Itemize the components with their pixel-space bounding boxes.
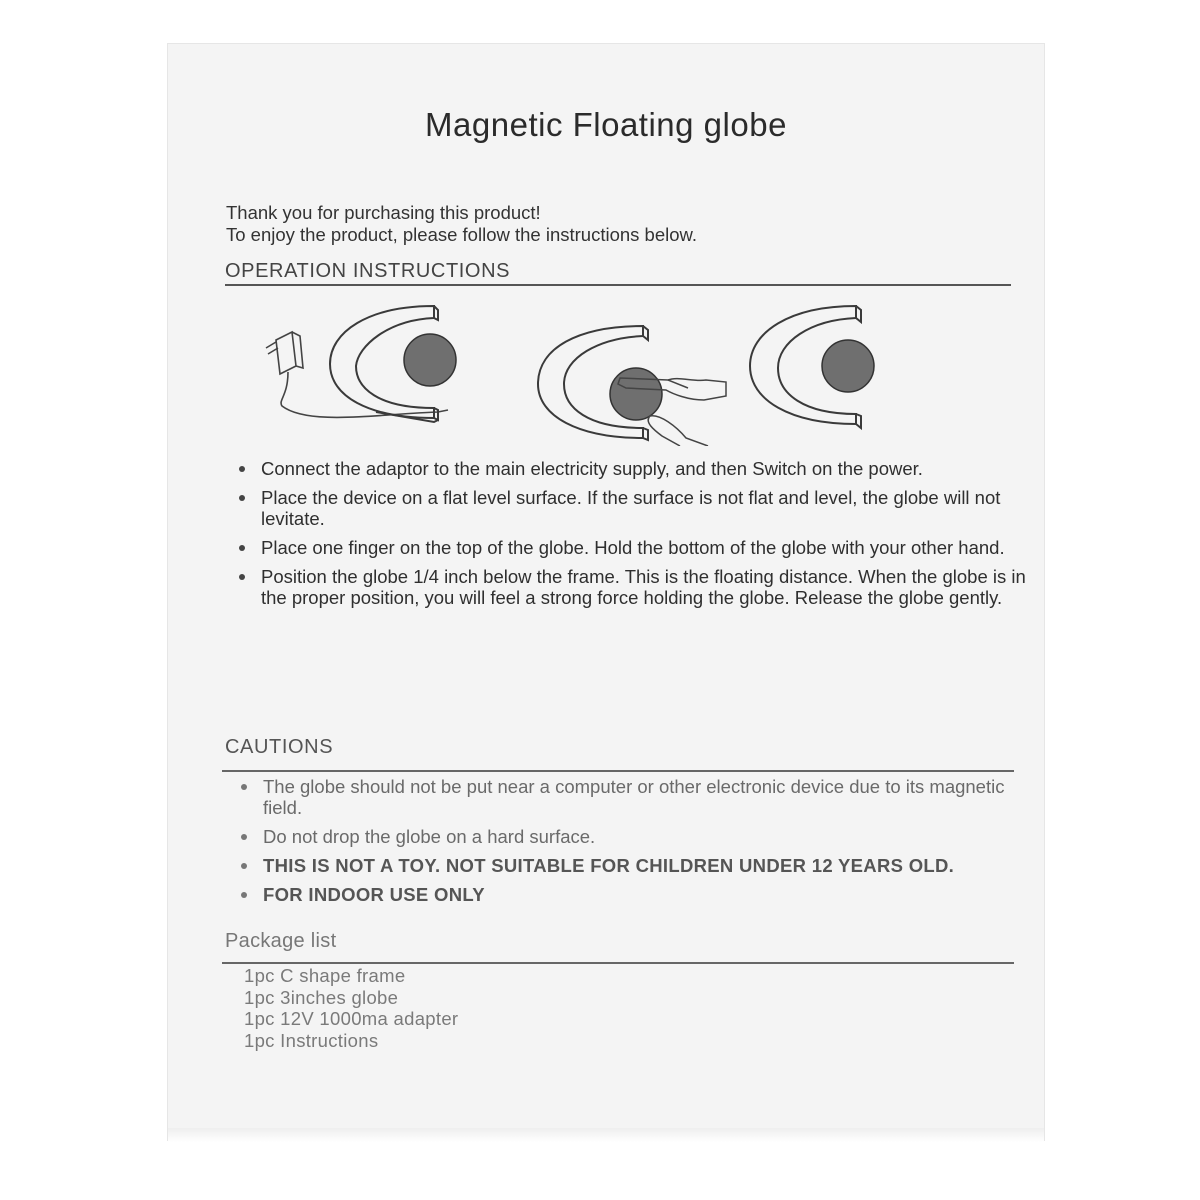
intro-line-1: Thank you for purchasing this product! (226, 202, 541, 223)
instruction-sheet (168, 44, 1044, 1140)
package-item: 1pc 12V 1000ma adapter (244, 1008, 459, 1029)
package-rule (222, 962, 1014, 964)
operation-heading: OPERATION INSTRUCTIONS (225, 260, 511, 282)
operation-list (236, 458, 1026, 616)
operation-item: Place the device on a flat level surface. If the surface is not flat and level, the globe will not levitate. (236, 487, 1026, 529)
package-item: 1pc C shape frame (244, 965, 406, 986)
sheet-shadow (168, 1128, 1044, 1142)
setup-illustrations (248, 296, 1008, 446)
operation-item: Connect the adaptor to the main electricity supply, and then Switch on the power. (236, 458, 1026, 479)
globe-step1 (404, 334, 456, 386)
package-item: 1pc Instructions (244, 1029, 379, 1051)
hand-bottom-icon (648, 416, 708, 446)
caution-item: FOR INDOOR USE ONLY (238, 884, 1028, 905)
cautions-rule (222, 770, 1014, 772)
caution-item: Do not drop the globe on a hard surface. (238, 826, 1028, 847)
package-heading: Package list (225, 930, 337, 952)
globe-step2 (610, 368, 662, 420)
globe-step3 (822, 340, 874, 392)
intro-line-2: To enjoy the product, please follow the instructions below. (226, 224, 698, 245)
cautions-heading: CAUTIONS (225, 736, 334, 758)
operation-item: Place one finger on the top of the globe. Hold the bottom of the globe with your other hand. (236, 537, 1026, 558)
operation-item: Position the globe 1/4 inch below the frame. This is the floating distance. When the globe is in the proper position, you will feel a strong force holding the globe. Release the globe gently. (236, 566, 1026, 608)
operation-rule (225, 284, 1011, 286)
package-item: 1pc 3inches globe (244, 986, 399, 1008)
caution-item: THIS IS NOT A TOY. NOT SUITABLE FOR CHILDREN UNDER 12 YEARS OLD. (238, 855, 1028, 876)
caution-item: The globe should not be put near a computer or other electronic device due to its magnetic field. (238, 776, 1028, 818)
page-title: Magnetic Floating globe (425, 106, 787, 143)
cautions-list (238, 776, 1028, 913)
package-list (244, 965, 458, 1051)
